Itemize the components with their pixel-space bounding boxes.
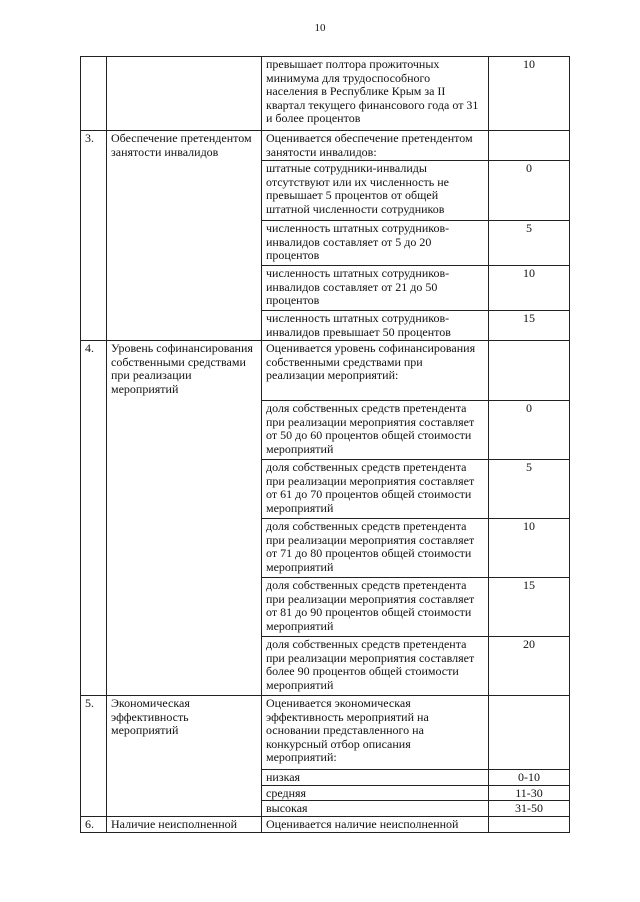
criterion-option: штатные сотрудники-инвалиды отсутствуют или их численность не превышает 5 процентов от общей штатной численности сотрудников [262, 161, 489, 221]
criterion-option: численность штатных сотрудников-инвалидов составляет от 5 до 20 процентов [262, 221, 489, 266]
table-row [81, 816, 570, 832]
criterion-option: доля собственных средств претендента при реализации мероприятия составляет от 81 до 90 процентов общей стоимости мероприятий [262, 578, 489, 637]
criterion-number: 5. [81, 696, 107, 817]
criterion-score: 15 [489, 578, 570, 637]
criterion-score: 0-10 [489, 770, 570, 786]
criterion-score [489, 341, 570, 401]
criterion-option: численность штатных сотрудников-инвалидов составляет от 21 до 50 процентов [262, 266, 489, 311]
criterion-description: Оценивается наличие неисполненной [262, 816, 489, 832]
criterion-number: 6. [81, 816, 107, 832]
criterion-name: Уровень софинансирования собственными средствами при реализации мероприятий [107, 341, 262, 696]
criterion-option: численность штатных сотрудников-инвалидов превышает 50 процентов [262, 311, 489, 341]
criterion-name: Обеспечение претендентом занятости инвалидов [107, 131, 262, 341]
table-row [81, 131, 570, 161]
criterion-number [81, 57, 107, 131]
criterion-option: высокая [262, 801, 489, 817]
criterion-description: Оценивается экономическая эффективность мероприятий на основании представленного на конкурсный отбор описания мероприятий: [262, 696, 489, 770]
criterion-score [489, 816, 570, 832]
criterion-score [489, 131, 570, 161]
criterion-score: 31-50 [489, 801, 570, 817]
page-number: 10 [314, 22, 326, 34]
criterion-score: 10 [489, 57, 570, 131]
criterion-score: 20 [489, 637, 570, 696]
criterion-name: Экономическая эффективность мероприятий [107, 696, 262, 817]
criterion-description: Оценивается уровень софинансирования собственными средствами при реализации мероприятий: [262, 341, 489, 401]
criterion-number: 3. [81, 131, 107, 341]
criterion-score: 10 [489, 519, 570, 578]
criterion-option: доля собственных средств претендента при реализации мероприятия составляет от 71 до 80 процентов общей стоимости мероприятий [262, 519, 489, 578]
criterion-score: 11-30 [489, 785, 570, 801]
criterion-number: 4. [81, 341, 107, 696]
criterion-score: 10 [489, 266, 570, 311]
table-row [81, 341, 570, 401]
criterion-score: 5 [489, 460, 570, 519]
criterion-option: доля собственных средств претендента при реализации мероприятия составляет более 90 процентов общей стоимости мероприятий [262, 637, 489, 696]
criteria-table [80, 56, 570, 833]
criterion-option: доля собственных средств претендента при реализации мероприятия составляет от 50 до 60 процентов общей стоимости мероприятий [262, 401, 489, 460]
criterion-score: 0 [489, 401, 570, 460]
table-row [81, 57, 570, 131]
criterion-option: средняя [262, 785, 489, 801]
criterion-name [107, 57, 262, 131]
criterion-description: Оценивается обеспечение претендентом занятости инвалидов: [262, 131, 489, 161]
table-row [81, 696, 570, 770]
criterion-option: превышает полтора прожиточных минимума для трудоспособного населения в Республике Крым за II квартал текущего финансового года от 31 и более процентов [262, 57, 489, 131]
criterion-score: 0 [489, 161, 570, 221]
criterion-name: Наличие неисполненной [107, 816, 262, 832]
criterion-score: 15 [489, 311, 570, 341]
criterion-option: доля собственных средств претендента при реализации мероприятия составляет от 61 до 70 процентов общей стоимости мероприятий [262, 460, 489, 519]
criterion-score [489, 696, 570, 770]
criterion-option: низкая [262, 770, 489, 786]
criterion-score: 5 [489, 221, 570, 266]
